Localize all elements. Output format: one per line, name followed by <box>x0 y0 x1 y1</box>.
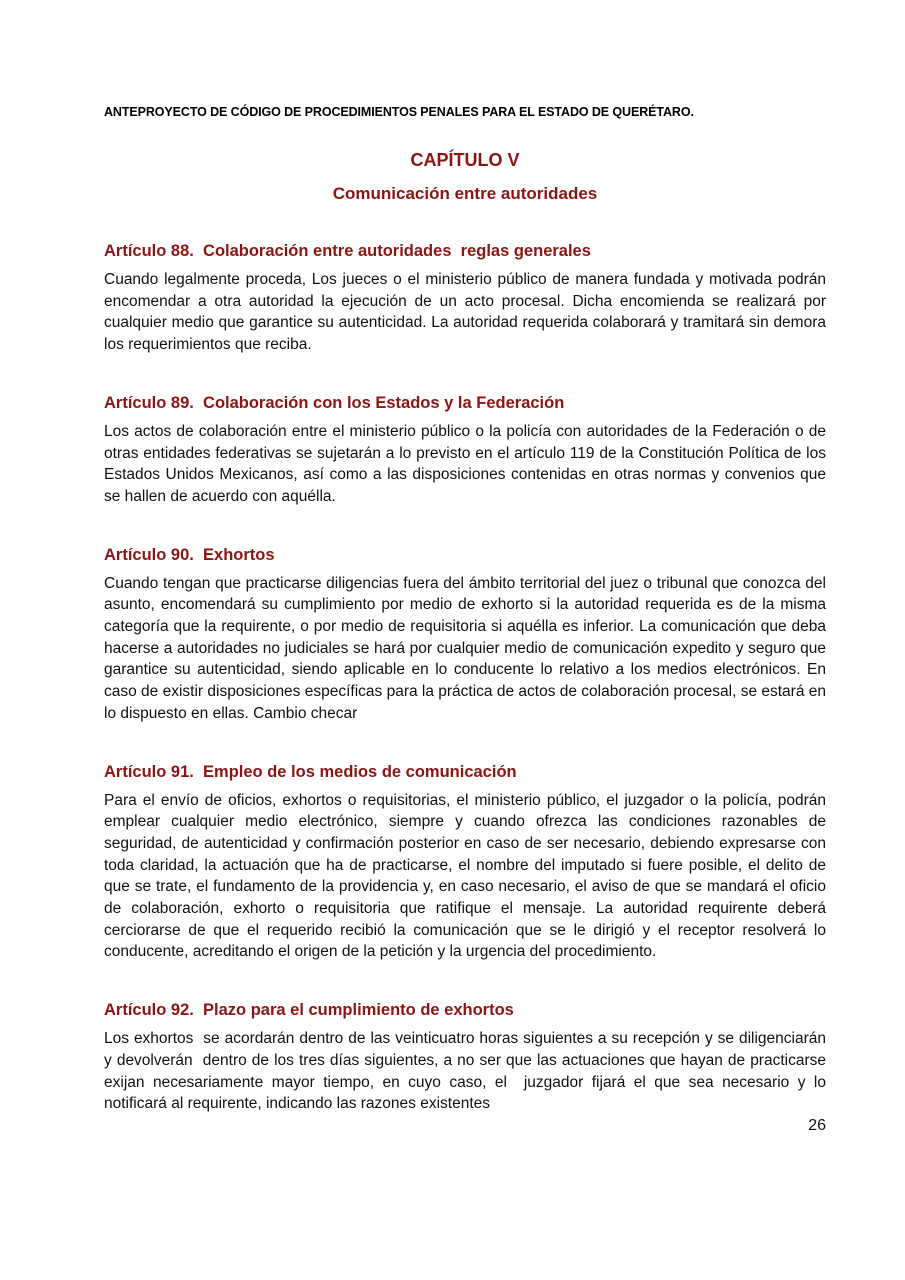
chapter-subtitle: Comunicación entre autoridades <box>332 184 598 203</box>
article-91 <box>104 761 831 964</box>
article-90-body: Cuando tengan que practicarse diligencias fuera del ámbito territorial del juez o tribunal que conozca del asunto, encomendará su cumplimiento por medio de exhorto si la autoridad requerida es de la misma categoría que la requirente, o por medio de requisitoria si aquélla es inferior. La comunicación que deba hacerse a autoridades no judiciales se hará por cualquier medio de comunicación expedito y seguro que garantice su autenticidad, siendo aplicable en lo conducente lo relativo a los medios electrónicos. En caso de existir disposiciones específicas para la práctica de actos de colaboración procesal, se estará en lo dispuesto en ellas. Cambio checar <box>104 574 831 722</box>
article-92-heading: Artículo 92. Plazo para el cumplimiento de exhortos <box>104 1001 514 1020</box>
article-92 <box>104 999 831 1115</box>
article-88 <box>104 240 831 356</box>
document-header: ANTEPROYECTO DE CÓDIGO DE PROCEDIMIENTOS PENALES PARA EL ESTADO DE QUERÉTARO. <box>104 105 694 119</box>
article-88-body: Cuando legalmente proceda, Los jueces o el ministerio público de manera fundada y motivada podrán encomendar a otra autoridad la ejecución de un acto procesal. Dicha encomienda se realizará por cualquier medio que garantice su autenticidad. La autoridad requerida colaborará y tramitará sin demora los requerimientos que reciba. <box>104 271 831 354</box>
article-91-body: Para el envío de oficios, exhortos o requisitorias, el ministerio público, el juzgador o la policía, podrán emplear cualquier medio electrónico, siempre y cuando ofrezca las condiciones razonables de seguridad, de autenticidad y confirmación posterior en caso de ser necesario, debiendo expresarse con toda claridad, la actuación que ha de practicarse, el nombre del imputado si fuere posible, el delito de que se trate, el fundamento de la providencia y, en caso necesario, el aviso de que se mandará el oficio de colaboración, exhorto o requisitoria que ratifique el mensaje. La autoridad requirente deberá cerciorarse de que el requerido recibió la comunicación que se le dirigió y el receptor resolverá lo conducente, acreditando el origen de la petición y la urgencia del procedimiento. <box>104 791 831 961</box>
article-89-heading: Artículo 89. Colaboración con los Estados y la Federación <box>104 393 565 412</box>
article-90-heading: Artículo 90. Exhortos <box>104 545 275 564</box>
article-88-heading: Artículo 88. Colaboración entre autoridades reglas generales <box>104 242 591 260</box>
page-content <box>104 0 831 1135</box>
article-89-body: Los actos de colaboración entre el ministerio público o la policía con autoridades de la Federación o de otras entidades federativas se sujetarán a lo previsto en el artículo 119 de la Constitución Política de los Estados Unidos Mexicanos, así como a las disposiciones contenidas en otras normas y convenios que se hallen de acuerdo con aquélla. <box>104 422 831 505</box>
article-91-heading: Artículo 91. Empleo de los medios de comunicación <box>104 762 517 781</box>
article-90 <box>104 544 831 725</box>
article-92-body: Los exhortos se acordarán dentro de las veinticuatro horas siguientes a su recepción y se diligenciarán y devolverán dentro de los tres días siguientes, a no ser que las actuaciones que hayan de practicarse exijan necesariamente mayor tiempo, en cuyo caso, el juzgador fijará el que sea necesario y lo notificará al requirente, indicando las razones existentes <box>104 1030 831 1113</box>
chapter-title: CAPÍTULO V <box>410 150 520 170</box>
page-number: 26 <box>808 1116 826 1134</box>
article-89 <box>104 392 831 508</box>
